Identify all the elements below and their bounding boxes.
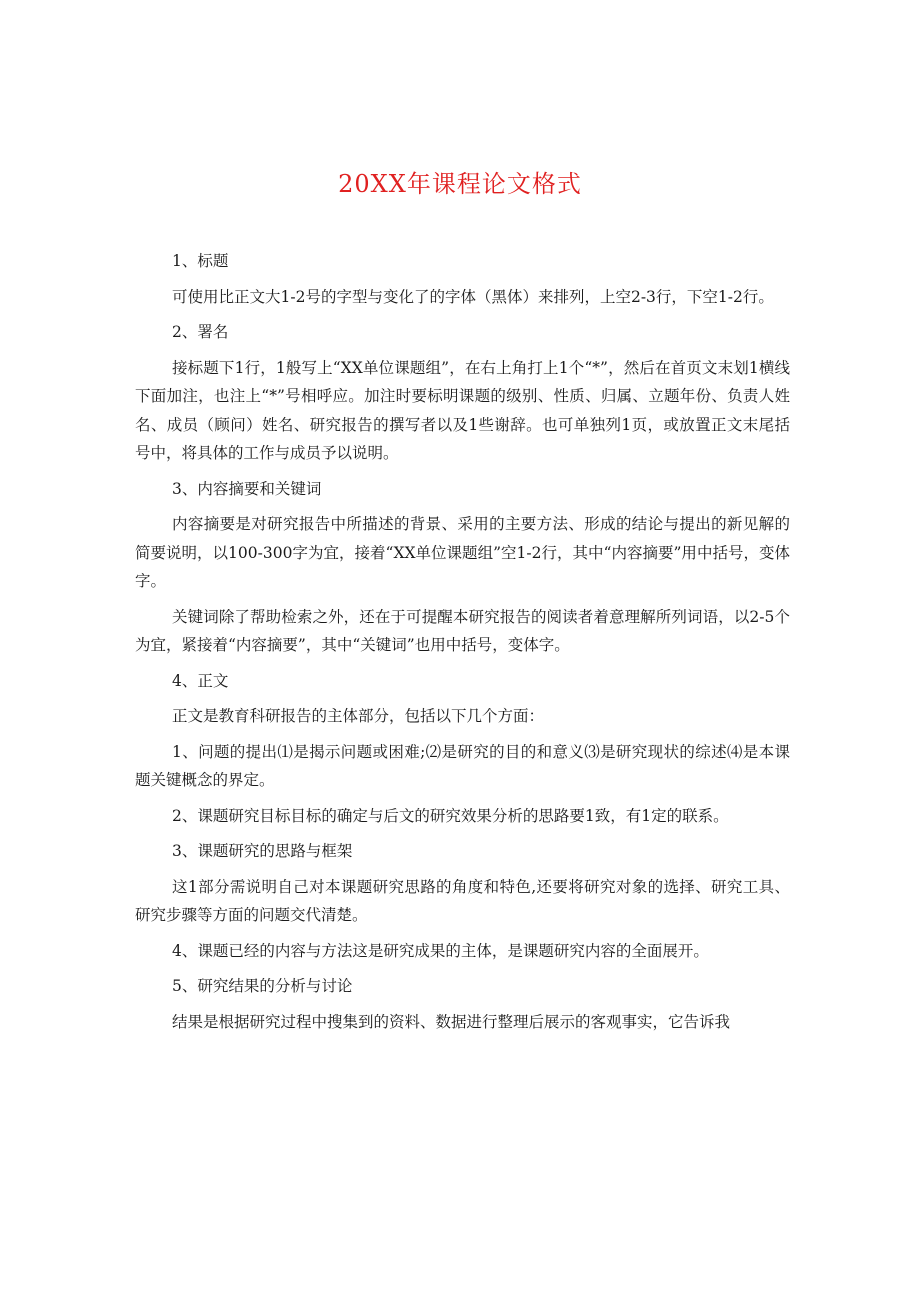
- paragraph-research-framework-heading: 3、课题研究的思路与框架: [172, 842, 353, 860]
- paragraph-problem-statement: 1、问题的提出⑴是揭示问题或困难;⑵是研究的目的和意义⑶是研究现状的综述⑷是本课题关键概念的界定。: [135, 742, 790, 789]
- paragraph-content-methods: 4、课题已经的内容与方法这是研究成果的主体，是课题研究内容的全面展开。: [172, 941, 709, 960]
- paragraph-research-goals: 2、课题研究目标目标的确定与后文的研究效果分析的思路要1致，有1定的联系。: [172, 806, 729, 825]
- paragraph-results: 结果是根据研究过程中搜集到的资料、数据进行整理后展示的客观事实，它告诉我: [172, 1012, 731, 1031]
- section-heading-signature: 2、署名: [172, 323, 229, 341]
- document-title: 20XX年课程论文格式: [338, 170, 582, 198]
- paragraph-abstract: 内容摘要是对研究报告中所描述的背景、采用的主要方法、形成的结论与提出的新见解的简要说明，以100-300字为宜，接着“XX单位课题组”空1-2行，其中“内容摘要”用中括号，变体字。: [135, 515, 790, 590]
- paragraph-results-analysis-heading: 5、研究结果的分析与讨论: [172, 977, 353, 995]
- section-heading-main-text: 4、正文: [172, 671, 229, 690]
- paragraph-main-text-intro: 正文是教育科研报告的主体部分，包括以下几个方面：: [172, 707, 545, 725]
- paragraph-research-framework: 这1部分需说明自己对本课题研究思路的角度和特色,还要将研究对象的选择、研究工具、研究步骤等方面的问题交代清楚。: [135, 877, 790, 924]
- section-heading-abstract-keywords: 3、内容摘要和关键词: [172, 479, 322, 498]
- section-heading-title: 1、标题: [172, 252, 229, 270]
- paragraph-keywords: 关键词除了帮助检索之外，还在于可提醒本研究报告的阅读者着意理解所列词语，以2-5个为宜，紧接着“内容摘要”，其中“关键词”也用中括号，变体字。: [135, 607, 790, 654]
- paragraph-signature-rules: 接标题下1行，1般写上“XX单位课题组”，在右上角打上1个“*”，然后在首页文末划1横线下面加注，也注上“*”号相呼应。加注时要标明课题的级别、性质、归属、立题年份、负责人姓名、成员（顾问）姓名、研究报告的撰写者以及1些谢辞。也可单独列1页，或放置正文末尾括号中，将具体的工作与成员予以说明。: [135, 358, 790, 462]
- paragraph-title-rules: 可使用比正文大1-2号的字型与变化了的字体（黑体）来排列，上空2-3行，下空1-2行。: [172, 287, 774, 306]
- document-body: [135, 243, 790, 1036]
